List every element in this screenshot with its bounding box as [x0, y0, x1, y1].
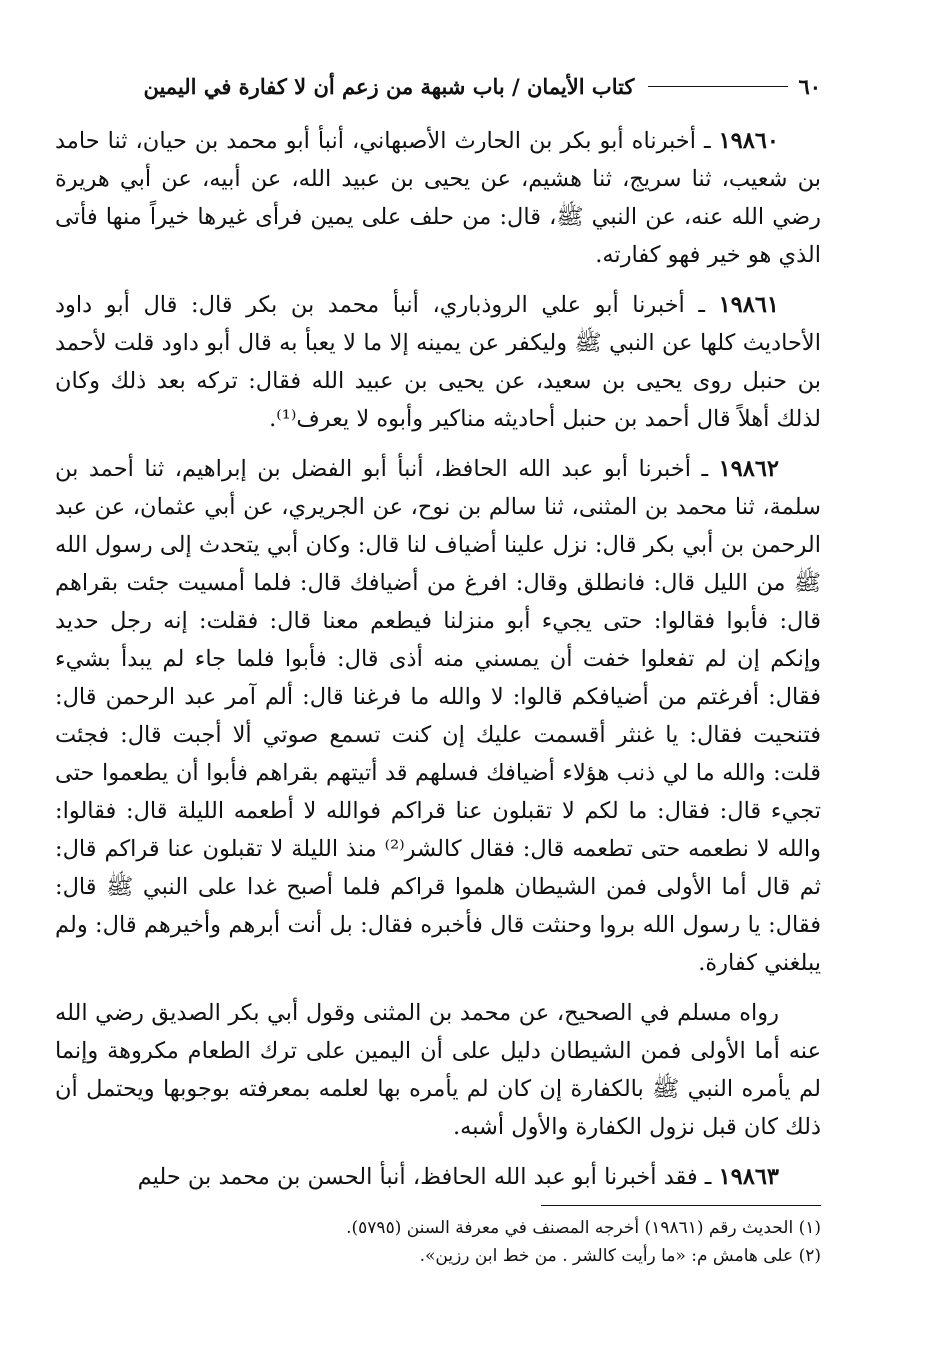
hadith-text: ـ أخبرنا أبو عبد الله الحافظ، أنبأ أبو الفضل بن إبراهيم، ثنا أحمد بن سلمة، ثنا محمد بن المثنى، ثنا سالم بن نوح، عن الجريري، عن أبي عثمان، عن عبد الرحمن بن أبي بكر قال: نزل علينا أضياف لنا قال: وكان أبي يتحدث إلى رسول الله ﷺ من الليل قال: فانطلق وقال: افرغ من أضيافك قال: فلما أمسيت جئت بقراهم قال: فأبوا فقالوا: حتى يجيء أبو منزلنا فيطعم معنا قال: فقلت: إنه رجل حديد وإنكم إن لم تفعلوا خفت أن يمسني منه أذى قال: فأبوا فلما جاء لم يبدأ بشيء فقال: أفرغتم من أضيافكم قالوا: لا والله ما فرغنا قال: ألم آمر عبد الرحمن قال: فتنحيت فقال: يا غنثر أقسمت عليك إن كنت تسمع صوتي ألا أجبت قال: فجئت قلت: والله ما لي ذنب هؤلاء أضيافك فسلهم قد أتيتهم بقراهم فأبوا أن يطعموا حتى تجيء قال: فقال: ما لكم لا تقبلون عنا قراكم فوالله لا أطعمه الليلة قال: فقالوا: والله لا نطعمه حتى تطعمه قال: فقال كالشر⁽²⁾ منذ الليلة لا تقبلون عنا قراكم قال: ثم قال أما الأولى فمن الشيطان هلموا قراكم فلما أصبح غدا على النبي ﷺ قال: فقال: يا رسول الله بروا وحنثت قال فأخبره فقال: بل أنت أبرهم وأخيرهم قال: ولم يبلغني كفارة. — [55, 456, 821, 976]
main-text — [55, 122, 821, 1208]
page-header — [60, 70, 821, 102]
hadith-text: ـ أخبرنا أبو علي الروذباري، أنبأ محمد بن بكر قال: قال أبو داود الأحاديث كلها عن النبي ﷺ وليكفر عن يمينه إلا ما لا يعبأ به قال أبو داود قلت لأحمد بن حنبل روى يحيى بن سعيد، عن يحيى بن عبيد الله فقال: تركه بعد ذلك وكان لذلك أهلاً قال أحمد بن حنبل أحاديثه مناكير وأبوه لا يعرف⁽¹⁾. — [55, 292, 821, 432]
hadith-number: ١٩٨٦٣ — [718, 1164, 779, 1190]
commentary-paragraph — [55, 994, 821, 1146]
footnote: (٢) على هامش م: «ما رأيت كالشر . من خط ابن رزين». — [419, 1246, 821, 1266]
hadith-paragraph — [55, 286, 821, 438]
hadith-paragraph — [55, 122, 821, 274]
hadith-number: ١٩٨٦١ — [718, 292, 779, 318]
page-number: ٦٠ — [798, 73, 821, 99]
footnote-separator — [541, 1205, 821, 1206]
footnote: (١) الحديث رقم (١٩٨٦١) أخرجه المصنف في معرفة السنن (٥٧٩٥). — [346, 1218, 821, 1238]
hadith-number: ١٩٨٦٢ — [718, 456, 779, 482]
commentary-text: رواه مسلم في الصحيح، عن محمد بن المثنى وقول أبي بكر الصديق رضي الله عنه أما الأولى فمن الشيطان دليل على أن اليمين على ترك الطعام مكروهة وإنما لم يأمره النبي ﷺ بالكفارة إن كان لم يأمره بها لعلمه بمعرفته بوجوبها ويحتمل أن ذلك كان قبل نزول الكفارة والأول أشبه. — [55, 1000, 821, 1140]
chapter-title: كتاب الأيمان / باب شبهة من زعم أن لا كفارة في اليمين — [143, 73, 635, 99]
hadith-paragraph — [55, 1158, 821, 1196]
footnotes — [55, 1214, 821, 1270]
hadith-number: ١٩٨٦٠ — [718, 128, 779, 154]
hadith-text: ـ أخبرناه أبو بكر بن الحارث الأصبهاني، أنبأ أبو محمد بن حيان، ثنا حامد بن شعيب، ثنا سريج، ثنا هشيم، عن يحيى بن عبيد الله، عن أبيه، عن أبي هريرة رضي الله عنه، عن النبي ﷺ، قال: من حلف على يمين فرأى غيرها خيراً منها فأتى الذي هو خير فهو كفارته. — [55, 128, 821, 268]
hadith-paragraph — [55, 450, 821, 982]
hadith-text: ـ فقد أخبرنا أبو عبد الله الحافظ، أنبأ الحسن بن محمد بن حليم — [137, 1164, 719, 1190]
header-rule — [648, 86, 788, 87]
